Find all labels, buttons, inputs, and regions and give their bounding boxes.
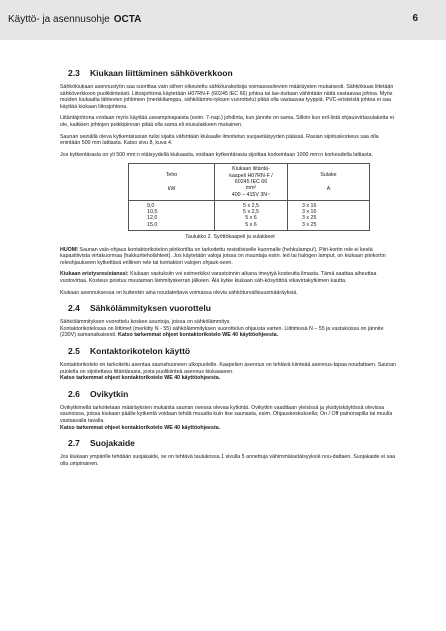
document-title-text: Käyttö- ja asennusohje: [8, 14, 110, 25]
note-text: Saunan valo-ohjaus kontaktorikotelon piirikortilta on tarkoitettu resistiiviselle kuormalle (hehkulampu!). Piiri-kortin rele ei kestä kapasitiivista virtakuormaa (hakkuriteholähteet). Jos käytetään valoja joissa on muuntaja esim. led tai halogen lamput, on kiukaan piirikortin releohjaukseen kytkettävä erillinen rele tai kontaktori valojen ohjauk-seen.: [60, 246, 386, 266]
section-number: 2.3: [68, 68, 80, 78]
table-cell-fuse: [288, 200, 370, 230]
section-title: Suojakaide: [90, 438, 135, 449]
table-header-line: kaapeli H07RN-F /: [229, 172, 273, 179]
section-heading-2-7: [68, 438, 400, 449]
table-header-cell: [129, 164, 215, 200]
note-label: HUOM!: [60, 246, 78, 253]
note-text: Kiukaan vastuksiin voi esimerkiksi varastoinnin aikana imeytyä kosteutta ilmasta. Tämä saattaa aiheuttaa vuotovirtaa. Kosteus poistuu muutaman lämmityskerran jälkeen. Älä kytke kiukaan säh-kösyöttöä vikavirtakytkimen kautta.: [60, 271, 377, 284]
brand-name: OCTA: [113, 14, 142, 25]
paragraph: [60, 405, 400, 431]
paragraph: Jos kiukaan ympärille tehdään suojakaide, se on tehtävä taulukossa 1 sivulla 5 annettuja vähimmäisetäisyyksiä nou-dattaen. Suojakaide ei saa olla umpinainen.: [60, 454, 396, 467]
table-cell-power: [129, 200, 215, 230]
table-cell-cable: [215, 200, 288, 230]
section-number: 2.6: [68, 388, 80, 399]
paragraph: Saunan seinällä oleva kytkentärasian tulisi sijaita vähintään kiukaalle ilmoitetun suojaetäisyyden päässä. Rasian sijoituskorkeus saa olla enintään 500 mm lattiasta. Katso sivu 8, kuva 4.: [60, 133, 379, 147]
table-header-cell: [215, 164, 288, 200]
table-header-line: 400 – 415V 3N~: [231, 191, 271, 198]
table-header-unit: A: [326, 186, 331, 193]
section-heading-2-6: [68, 388, 400, 399]
table-header-row: [129, 164, 370, 200]
cell-value: 5 x 6: [245, 221, 257, 228]
section-title: Kontaktorikotelon käyttö: [90, 345, 191, 356]
note-paragraph: [60, 271, 400, 284]
note-paragraph: [60, 247, 400, 267]
cell-value: 3 x 16: [302, 202, 317, 209]
cell-value: 3 x 25: [302, 221, 317, 228]
cell-value: 10,5: [147, 209, 158, 216]
paragraph-text: Kontaktorikotelo on tarkoitettu asentaa saunahuoneen ulkopuolelle. Kaapelien asennus on tehtävä kiinteää asennus-tapaa noudattaen. Saunan puolella on sijoitettava liitäntärasia, josta puolikiinteä asennus kiukaaseen.: [60, 361, 397, 375]
section-number: 2.4: [68, 303, 80, 314]
paragraph: Liitäntäjohtona voidaan myös käyttää useampinapaista (esim. 7-nap.) johdinta, kun jännite on sama. Silloin kun eril-listä ohjausvirtasulaketta ei ole, kaikkien johtojen poikkipinnan pitää olla sama eli etusulakkeen mukainen.: [60, 115, 394, 128]
cell-value: 5 x 6: [245, 215, 257, 222]
page-number: 6: [412, 13, 418, 24]
section-title: Sähkölämmityksen vuorottelu: [90, 303, 211, 314]
paragraph: Sähkökiukaan asennustyön saa suorittaa vain siihen oikeutettu sähköurakoitsija voimassaolevien määräysten mukaisesti. Sähkökiuas liitetään sähköverkkoon puolikiinteästi. Liitosjohtona käytetään H07RN-F (60245 IEC 66) johtoa tai lae-duitaan vähintään näitä vastaavaa johtoa. Myös muiden kiukaalta lähtevien johtimien (merkkilamppu, sähkölämmi-tyksen vuorottelu) pitää olla vastaavaa tyyppiä. PVC-eristeistä johtoa ei saa käyttää kiukaan liitosjohtona.: [60, 84, 394, 110]
page-content: [60, 68, 400, 472]
section-heading-2-5: [68, 345, 400, 356]
cell-value: 3 x 25: [302, 215, 317, 222]
section-number: 2.5: [68, 345, 80, 356]
document-title: [8, 14, 141, 25]
paragraph-bold-text: Katso tarkemmat ohjeet kontaktorikotelo WE 40 käyttöohjeesta.: [116, 332, 279, 339]
paragraph-text: Kontaktorikotelossa on liittimet (merkitty N - 55) sähkölämmityksen vuorottelun ohjausta varten. Liittimissä N – 55 ja vastuksissa on jännite (230V) samanaikaisesti.: [60, 325, 384, 339]
section-heading-2-4: [68, 303, 400, 314]
paragraph: Jos kytkentärasia on yli 500 mm:n etäisyydellä kiukaasta, voidaan kytkentärasia sijoittaa korkeintaan 1000 mm:n korkeudella lattiasta.: [60, 151, 373, 158]
table-header-line: mm²: [245, 185, 257, 192]
cell-value: 12,0: [147, 215, 158, 222]
section-title: Ovikytkin: [90, 388, 129, 399]
cell-value: 15,0: [147, 221, 158, 228]
section-number: 2.7: [68, 438, 80, 449]
section-title: Kiukaan liittäminen sähköverkkoon: [90, 68, 233, 78]
paragraph-text: Ovikytkimellä tarkoitetaan määräyksien mukaista saunan ovessa olevaa kytkintä. Ovikytkin vaaditaan yleisissä ja yksityiskäytössä olevissa saunoissa, joissa kiukaan päälle kytkentä voidaan tehdä muualta kuin itse saunasta, esim. Ohjauskeskuksella; On / Off painonapilla tai muulla vastaavalla tavalla.: [60, 404, 393, 424]
paragraph: Sähkölämmityksen vuorottelu koskee asuntoja, joissa on sähkölämmitys.: [60, 319, 231, 326]
paragraph-bold-text: Katso tarkemmat ohjeet kontaktorikotelo WE 40 käyttöohjeesta.: [60, 375, 221, 382]
table-header-cell: [288, 164, 370, 200]
cable-fuse-table: [128, 163, 370, 231]
note-label: Kiukaan eristysresistanssi:: [60, 271, 129, 278]
table-header-unit: kW: [167, 186, 176, 193]
section-heading-2-3: [68, 68, 400, 78]
cell-value: 5 x 2,5: [243, 209, 259, 216]
table-header-text: Sulake: [320, 171, 337, 178]
cell-value: 3 x 16: [302, 209, 317, 216]
table-body-row: [129, 200, 370, 230]
table-header-line: 60245 IEC 66: [234, 178, 268, 185]
paragraph: Kiukaan asennuksessa on kuitenkin aina noudatettava voimassa olevia sähköturvallisuusmääräyksiä.: [60, 289, 298, 296]
paragraph: [60, 326, 400, 339]
paragraph: [60, 362, 400, 382]
paragraph-bold-text: Katso tarkemmat ohjeet kontaktorikotelo WE 40 käyttöohjeesta.: [60, 424, 221, 431]
table-caption: Taulukko 2. Syöttökaapeli ja sulakkeet: [185, 234, 275, 241]
cell-value: 9,0: [147, 202, 155, 209]
table-header-text: Teho: [165, 171, 178, 178]
table-header-line: Kiukaan liitäntä-: [232, 166, 270, 173]
cell-value: 5 x 2,5: [243, 202, 259, 209]
page-header: [0, 0, 446, 40]
